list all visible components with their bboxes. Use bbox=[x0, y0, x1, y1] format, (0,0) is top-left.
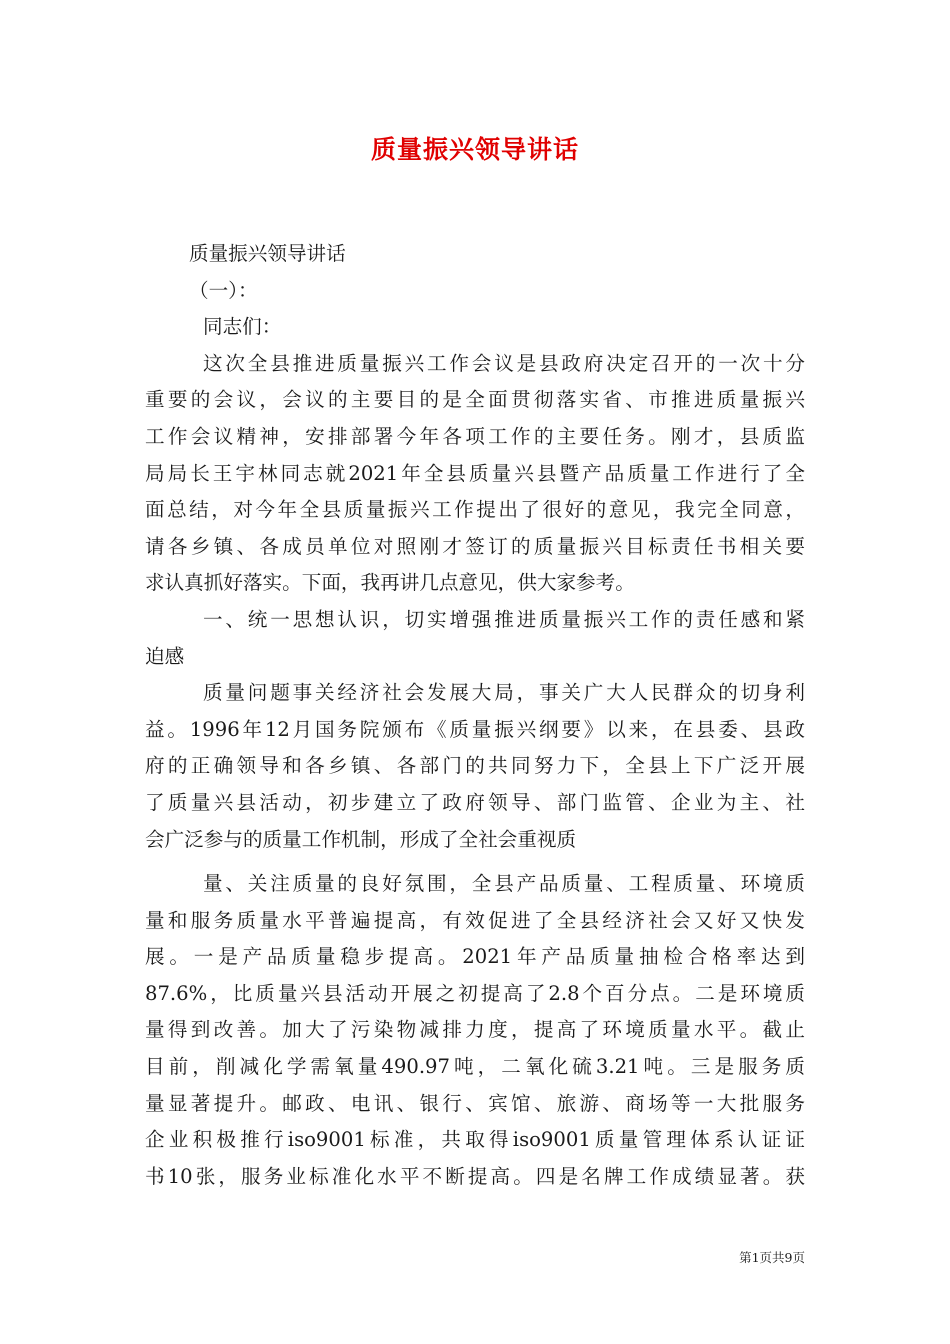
salutation-line: 同志们： bbox=[203, 315, 282, 339]
paragraph-line: 量得到改善。加大了污染物减排力度，提高了环境质量水平。截止 bbox=[145, 1018, 805, 1042]
paragraph-line: 量和服务质量水平普遍提高，有效促进了全县经济社会又好又快发 bbox=[145, 908, 805, 932]
paragraph-line: 书10张，服务业标准化水平不断提高。四是名牌工作成绩显著。获 bbox=[145, 1164, 805, 1188]
paragraph-line: 请各乡镇、各成员单位对照刚才签订的质量振兴目标责任书相关要 bbox=[145, 534, 805, 558]
paragraph-line: 了质量兴县活动，初步建立了政府领导、部门监管、企业为主、社 bbox=[145, 790, 805, 814]
paragraph-line: 会广泛参与的质量工作机制，形成了全社会重视质 bbox=[145, 827, 577, 851]
section-marker-line: （一）： bbox=[189, 278, 258, 302]
paragraph-line: 展。一是产品质量稳步提高。2021年产品质量抽检合格率达到 bbox=[145, 945, 805, 969]
paragraph-line: 这次全县推进质量振兴工作会议是县政府决定召开的一次十分 bbox=[203, 351, 805, 375]
paragraph-line: 局局长王宇林同志就2021年全县质量兴县暨产品质量工作进行了全 bbox=[145, 461, 805, 485]
paragraph-line: 重要的会议，会议的主要目的是全面贯彻落实省、市推进质量振兴 bbox=[145, 388, 805, 412]
paragraph-line: 府的正确领导和各乡镇、各部门的共同努力下，全县上下广泛开展 bbox=[145, 754, 805, 778]
paragraph-line: 目前，削减化学需氧量490.97吨，二氧化硫3.21吨。三是服务质 bbox=[145, 1055, 805, 1079]
paragraph-line: 87.6%，比质量兴县活动开展之初提高了2.8个百分点。二是环境质 bbox=[145, 981, 805, 1005]
document-body bbox=[145, 236, 805, 1195]
paragraph-line: 面总结，对今年全县质量振兴工作提出了很好的意见，我完全同意， bbox=[145, 498, 805, 522]
paragraph-line: 工作会议精神，安排部署今年各项工作的主要任务。刚才，县质监 bbox=[145, 424, 805, 448]
paragraph-line: 益。1996年12月国务院颁布《质量振兴纲要》以来，在县委、县政 bbox=[145, 717, 805, 741]
section-heading-line: 一、统一思想认识，切实增强推进质量振兴工作的责任感和紧 bbox=[203, 607, 805, 631]
paragraph-line: 求认真抓好落实。下面，我再讲几点意见，供大家参考。 bbox=[145, 571, 635, 595]
subtitle-line: 质量振兴领导讲话 bbox=[189, 242, 346, 265]
section-heading-line: 迫感 bbox=[145, 644, 185, 668]
paragraph-line: 量显著提升。邮政、电讯、银行、宾馆、旅游、商场等一大批服务 bbox=[145, 1091, 805, 1115]
paragraph-line: 量、关注质量的良好氛围，全县产品质量、工程质量、环境质 bbox=[203, 872, 805, 896]
paragraph-line: 企业积极推行iso9001标准，共取得iso9001质量管理体系认证证 bbox=[145, 1128, 805, 1152]
paragraph-line: 质量问题事关经济社会发展大局，事关广大人民群众的切身利 bbox=[203, 681, 805, 705]
page-number: 第1页共9页 bbox=[739, 1250, 805, 1265]
document-title: 质量振兴领导讲话 bbox=[370, 135, 579, 164]
